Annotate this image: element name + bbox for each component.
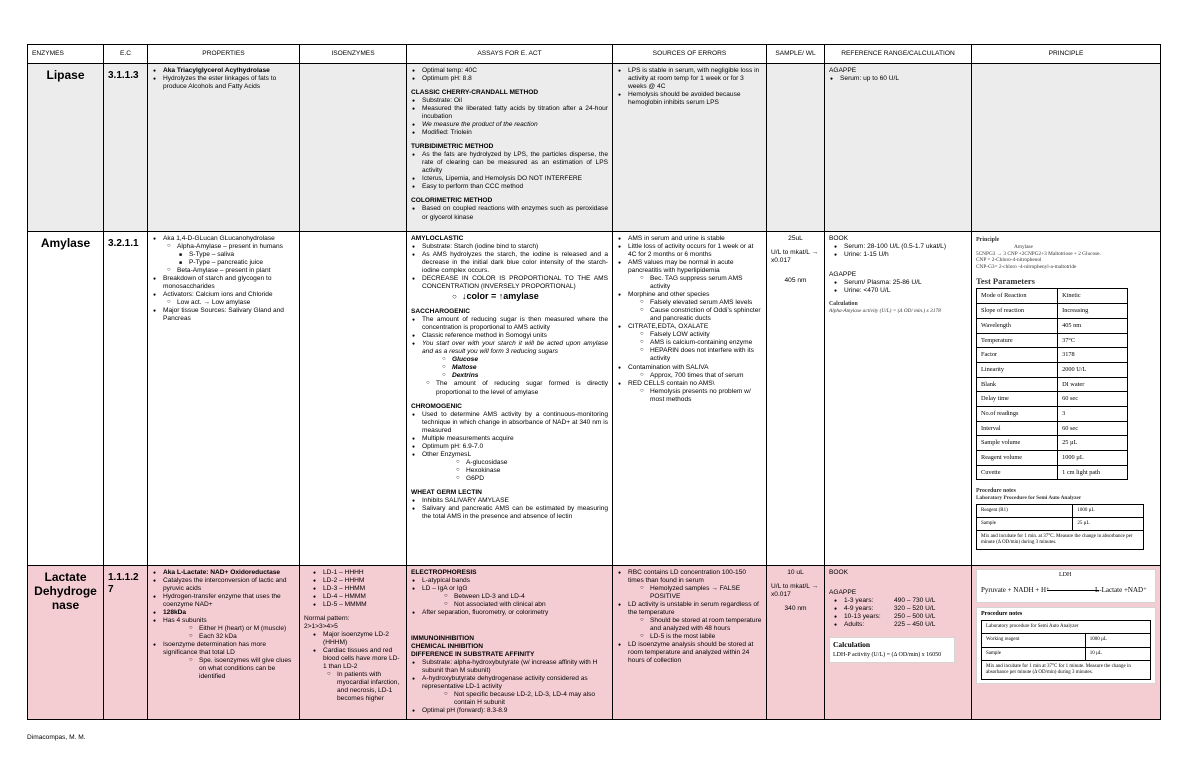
amylase-error-sub: ○ Approx, 700 times that of serum [639,372,762,380]
header-properties: PROPERTIES [148,45,300,64]
amylase-principle-cell [972,232,1161,566]
amylase-assay-item: ● Optimum pH: 6.9-7.0 [411,443,608,451]
test-parameter-row [977,450,1128,465]
procedure-row [977,530,1144,549]
ld-range-value: 250 – 500 U/L [894,613,936,621]
tp-label: Delay time [977,392,1058,407]
tp-value: 3178 [1058,348,1128,363]
ld-chemical-inhibition-title: CHEMICAL INHIBITION [411,643,484,651]
amylase-property: ○ Low act. → Low amylase [166,299,295,307]
ld-reaction-right: L-Lactate +NAD⁺ [1095,586,1147,594]
footer-author: Dimacompas, M. M. [27,734,86,741]
test-parameter-row [977,421,1128,436]
tp-value: 60 sec [1058,392,1128,407]
tp-value: 1000 µL [1058,450,1128,465]
amylase-assay-item: ● Multiple measurements acquire [411,435,608,443]
procedure-value: 1000 µL [1085,634,1150,647]
amylase-error-item: ● Morphine and other species [617,291,762,299]
procedure-label: Sample [977,517,1073,530]
amylase-isoenzymes-cell [300,232,407,566]
amylase-error-sub: ○ HEPARIN does not interfere with its activity [639,347,762,363]
amylase-reference-item: ● Urine: 1-15 U/h [833,251,967,259]
ld-assay-item: ● After separation, fluorometry, or colorimetry [411,609,608,617]
ld-ec-cell [104,566,148,720]
amylase-error-item: ● RED CELLS contain no AMS\ [617,380,762,388]
tp-value: Kinetic [1058,289,1128,304]
ld-reaction-enzyme: LDH [1059,572,1072,578]
amylase-principle-enzyme: Amylase [1014,244,1033,251]
amylase-reference-cell [825,232,972,566]
reaction-arrow-icon [1047,590,1099,591]
header-reference-range: REFERENCE RANGE/CALCULATION [825,45,972,64]
tp-label: Mode of Reaction [977,289,1058,304]
lipase-name: Lipase [46,68,85,82]
amylase-procedure-subtitle: Laboratory Procedure for Semi Auto Analyzer [976,495,1082,502]
ld-name-line: nase [51,597,80,612]
amylase-property: ● Activators: Calcium ions and Chloride [152,291,295,299]
ld-name [32,571,99,612]
ld-reference-range [833,621,967,629]
table-row-amylase [28,232,1161,566]
amylase-principle-reaction: 5CNPG3 → 3 CNP +2CNPG2+3 Maltotriose + 2 Glucose. [976,250,1101,257]
procedure-row [982,634,1151,647]
amylase-calc-formula: Alpha-Amylase activity (U/L) = (Δ OD/ min.) x 3178 [829,308,941,315]
tp-label: Temperature [977,333,1058,348]
amylase-reference-item: ● Serum/ Plasma: 25-86 U/L [833,279,967,287]
ld-reference-cell [825,566,972,720]
amylase-assay-item: ● Classic reference method in Somogyi units [411,332,608,340]
amylase-other-enzyme: ○ A-glucosidase [455,459,608,467]
tp-value: 60 sec [1058,421,1128,436]
procedure-row [977,504,1144,517]
lipase-turbid-title: TURBIDIMETRIC METHOD [411,143,494,151]
procedure-note: Mix and incubate for 1 min. at 37°C. Measure the change in absorbance per minute (Δ OD/min) during 3 minutes. [977,530,1144,549]
lipase-classic-title: CLASSIC CHERRY-CRANDALL METHOD [411,89,539,97]
table-row-lipase [28,64,1161,232]
header-sources-of-errors: SOURCES OF ERRORS [613,45,767,64]
ld-error-sub: ○ Should be stored at room temperature and analyzed with 48 hours [639,617,762,633]
amylase-property: ● Aka 1,4-D-GLucan GLucanohydrolase [152,235,295,243]
header-ec: E.C [104,45,148,64]
ld-property: ● 128kDa [152,609,295,617]
amylase-sugar: ○ Glucose [441,356,608,364]
test-parameter-row [977,465,1128,480]
tp-value: 3 [1058,406,1128,421]
tp-value: 25 µL [1058,436,1128,451]
procedure-label: Working reagent [982,634,1086,647]
amylase-assay-item: ● You start over with your starch it will be acted upon amylase and as a result you will form 3 reducing sugars [411,340,608,356]
amylase-ec-cell [104,232,148,566]
lipase-assay-item: ● Measured the liberated fatty acids by titration after a 24-hour incubation [411,105,608,121]
ld-ec [108,572,143,595]
test-parameter-row [977,304,1128,319]
amylase-property: ● Breakdown of starch and glycogen to monosaccharides [152,275,295,291]
lipase-assays-cell [407,64,613,232]
procedure-subtitle: Laboratory procedure for Semi Auto Analyzer [982,621,1151,634]
tp-label: Linearity [977,362,1058,377]
ld-calc-title: Calculation [833,640,871,650]
ld-range-value: 320 – 520 U/L [894,605,936,613]
ld-wavelength: 340 nm [784,605,807,613]
amylase-other-enzyme: ○ G6PD [455,475,608,483]
amylase-error-sub: ○ Bec. TAG suppress serum AMS activity [639,275,762,291]
amylase-test-parameters-title: Test Parameters [976,276,1035,287]
test-parameter-row [977,406,1128,421]
amylase-principle-title: Principle [976,237,1000,243]
tp-label: Wavelength [977,318,1058,333]
procedure-value: 10 µL [1085,647,1150,660]
header-isoenzymes: ISOENZYMES [300,45,407,64]
amylase-sample-amount: 25uL [788,235,803,242]
amylase-error-sub: ○ Cause constriction of Oddi’s sphincter and pancreatic ducts [639,307,762,323]
lipase-properties-cell [148,64,300,232]
amylase-property: ■ S-Type – saliva [178,251,295,259]
ld-assay-item: ● A-hydroxybutyrate dehydrogenase activity considered as representative LD-1 activity [411,675,608,691]
ld-isoenzyme: ● LD-3 – HHMM [312,585,402,593]
amylase-procedure-table [976,504,1144,550]
ld-ec-line: 7 [108,583,114,595]
tp-value: 2000 U/L [1058,362,1128,377]
amylase-reference-item: ● Urine: <470 U/L [833,287,967,295]
procedure-row [982,621,1151,634]
ld-properties-cell [148,566,300,720]
lipase-assay-item: ● Easy to perform than CCC method [411,183,608,191]
lipase-assay-item: ● Icterus, Lipemia, and Hemolysis DO NOT INTERFERE [411,175,608,183]
ld-assay-item: ● LD – IgA or IgG [411,585,608,593]
test-parameter-row [977,436,1128,451]
ld-name-line: Dehydroge [34,583,97,598]
lipase-assay-item: ● Optimal temp: 40C [411,67,608,75]
ld-assay-sub: ○ Not associated with clinical abn [443,601,608,609]
ld-errors-cell [613,566,767,720]
amylase-errors-cell [613,232,767,566]
amylase-assay-item: ● The amount of reducing sugar is then measured where the concentration is proportional to AMS activity [411,316,608,332]
lipase-property: ● Aka Triacylglycerol Acylhydrolase [152,67,295,75]
procedure-value: 1000 µL [1073,504,1144,517]
tp-value: Increasing [1058,304,1128,319]
ld-property: ● Isoenzyme determination has more significance that total LD [152,641,295,657]
amylase-agappe-label: AGAPPE [829,271,857,279]
ld-procedure-title: Procedure notes [981,611,1023,617]
ld-property: ● Aka L-Lactate: NAD+ Oxidoreductase [152,569,295,577]
amylase-assay-item: ● DECREASE IN COLOR IS PROPORTIONAL TO THE AMS CONCENTRATION (INVERSELY PROPORTIONAL) [411,275,608,291]
lipase-ec: 3.1.1.3 [108,70,139,81]
lipase-ec-cell [104,64,148,232]
amylase-error-item: ● CITRATE,EDTA, OXALATE [617,323,762,331]
amylase-properties-cell [148,232,300,566]
lipase-reference-cell [825,64,972,232]
ld-range-age: 10-13 years: [844,613,881,621]
amylase-name: Amylase [40,236,91,250]
ld-error-item: ● LD isoenzyme analysis should be stored at room temperature and analyzed within 24 hours of collection [617,641,762,665]
header-assays: ASSAYS FOR E. ACT [407,45,613,64]
ld-sample-amount: 10 uL [787,569,804,576]
tp-value: DI water [1058,377,1128,392]
amylase-error-item: ● AMS values may be normal in acute pancreatitis with hyperlipidemia [617,259,762,275]
ld-isoenzyme-note: ● Major isoenzyme LD-2 (HHHM) [312,631,402,647]
ld-book-label: BOOK [829,569,849,576]
tp-label: Sample volume [977,436,1058,451]
ld-calc-formula: LDH-P activity (U/L) = (Δ OD/min) x 16050 [833,652,942,659]
amylase-unit-conversion: U/L to mkat/L → x0.017 [771,249,819,265]
ld-property: ● Catalyzes the interconversion of lactic and pyruvic acids [152,577,295,593]
ld-substrate-affinity-title: DIFFERENCE IN SUBSTRATE AFFINITY [411,651,535,659]
ld-range-value: 225 – 450 U/L [894,621,936,629]
amylase-principle-cnpg3: CNP-G3= 2-chloro -4-nitrophenyl-a-maltotride [976,263,1077,270]
ld-isoenzyme: ● LD-5 – MMMM [312,601,402,609]
lipase-colorimetric-title: COLORIMETRIC METHOD [411,197,493,205]
ld-agappe-label: AGAPPE [829,589,857,597]
ld-principle-cell [972,566,1161,720]
test-parameter-row [977,392,1128,407]
ld-property: ● Hydrogen-transfer enzyme that uses the coenzyme NAD+ [152,593,295,609]
amylase-error-sub: ○ Falsely LOW activity [639,331,762,339]
lipase-property: ● Hydrolyzes the ester linkages of fats to produce Alcohols and Fatty Acids [152,75,295,91]
ld-pattern-label: Normal pattern: [304,615,350,623]
ld-unit-conversion: U/L to mkat/L → x0.017 [771,583,819,599]
amylase-amyloclastic-title: AMYLOCLASTIC [411,235,464,242]
ld-range-age: 4-9 years: [844,605,874,613]
procedure-row [982,660,1151,679]
ld-name-cell [28,566,104,720]
amylase-property: ■ P-Type – pancreatic juice [178,259,295,267]
amylase-error-item: ● Contamination with SALIVA [617,364,762,372]
amylase-assay-item: ● As AMS hydrolyzes the starch, the iodine is released and a decrease in the initial dark blue color intensity of the starch-iodine complex occurs. [411,251,608,275]
header-principle: PRINCIPLE [972,45,1161,64]
tp-value: 405 nm [1058,318,1128,333]
header-enzymes: ENZYMES [28,45,104,64]
amylase-principle-cnp: CNP = 2-Chloro-4-nitrophenol [976,257,1042,264]
lipase-errors-cell [613,64,767,232]
amylase-principle-image [976,237,1156,550]
ld-electrophoresis-title: ELECTROPHORESIS [411,569,477,576]
amylase-chromogenic-title: CHROMOGENIC [411,402,462,410]
ld-reaction-image [976,569,1156,603]
amylase-sugar: ○ Maltose [441,364,608,372]
procedure-label: Reagent (R1) [977,504,1073,517]
amylase-other-enzyme: ○ Hexokinase [455,467,608,475]
amylase-name-cell [28,232,104,566]
ld-isoenzymes-cell [300,566,407,720]
procedure-row [977,517,1144,530]
amylase-sugar: ○ Dextrins [441,372,608,380]
lipase-assay-item: ● Modified: Triolein [411,129,608,137]
amylase-assay-item: ● Used to determine AMS activity by a continuous-monitoring technique in which change in absorbance of NAD+ at 340 nm is measured [411,411,608,435]
lipase-sample-cell [767,64,825,232]
ld-property-sub: ○ Each 32 kDa [188,633,295,641]
ld-assays-cell [407,566,613,720]
ld-procedure-image [976,607,1156,684]
amylase-color-rule: ○ ↓color = ↑amylase [451,291,608,302]
enzyme-table [27,44,1161,720]
lipase-assay-item: ● Substrate: Oil [411,97,608,105]
lipase-error-item: ● LPS is stable in serum, with negligible loss in activity at room temp for 1 week or for 3 weeks @ 4C [617,67,762,91]
ld-error-sub: ○ LD-5 is the most labile [639,633,762,641]
tp-label: Factor [977,348,1058,363]
test-parameter-row [977,348,1128,363]
amylase-property: ○ Beta-Amylase – present in plant [166,267,295,275]
lipase-assay-item: ● Based on coupled reactions with enzymes such as peroxidase or glycerol kinase [411,205,608,221]
ld-property-sub: ○ Spe. isoenzymes will give clues on what conditions can be identified [188,657,295,681]
lipase-isoenzymes-cell [300,64,407,232]
amylase-assay-item: ● Inhibits SALIVARY AMYLASE [411,497,608,505]
amylase-error-sub: ○ Falsely elevated serum AMS levels [639,299,762,307]
amylase-property: ● Major tissue Sources: Salivary Gland and Pancreas [152,307,295,323]
amylase-error-sub: ○ AMS is calcium-containing enzyme [639,339,762,347]
tp-label: Interval [977,421,1058,436]
ld-range-age: 1-3 years: [844,597,874,605]
tp-label: Slope of reaction [977,304,1058,319]
amylase-procedure-title: Procedure notes [976,488,1016,495]
lipase-error-item: ● Hemolysis should be avoided because hemoglobin inhibits serum LPS [617,91,762,107]
ld-isoenzyme-note: ○ In patients with myocardial infarction, and necrosis, LD-1 becomes higher [326,671,402,703]
ld-assay-item: ● Optimal pH (forward): 8.3-8.9 [411,707,608,715]
lipase-assay-item: ● Optimum pH: 8.8 [411,75,608,83]
test-parameter-row [977,362,1128,377]
ld-property-sub: ○ Either H (heart) or M (muscle) [188,625,295,633]
test-parameter-row [977,289,1128,304]
header-sample-wl: SAMPLE/ WL [767,45,825,64]
amylase-sample-cell [767,232,825,566]
amylase-property: ○ Alpha-Amylase – present in humans [166,243,295,251]
ld-ec-line: 1.1.1.2 [108,572,139,583]
ld-name-line: Lactate [44,570,87,584]
ld-range-age: Adults: [844,621,865,629]
test-parameter-row [977,318,1128,333]
tp-label: Cuvette [977,465,1058,480]
ld-reference-range [833,597,967,605]
amylase-saccharogenic-title: SACCHAROGENIC [411,308,470,316]
ld-assay-item: ● Substrate: alpha-hydroxybutyrate (w/ increase affinity with H subunit than M subunit) [411,659,608,675]
lipase-principle-cell [972,64,1161,232]
header-row [28,45,1161,64]
amylase-error-item: ● Little loss of activity occurs for 1 week or at 4C for 2 months or 6 months [617,243,762,259]
ld-assay-sub: ○ Not specific because LD-2, LD-3, LD-4 may also contain H subunit [443,691,608,707]
ld-range-value: 490 – 730 U/L [894,597,936,605]
ld-reaction-left: Pyruvate + NADH + H⁺ [981,586,1050,594]
ld-error-item: ● RBC contains LD concentration 100-150 times than found in serum [617,569,762,585]
amylase-assay-item: ○ The amount of reducing sugar formed is directly proportional to the level of amylase [425,380,608,396]
ld-immunoinhibition-title: IMMUNOINHIBITION [411,635,475,643]
ld-reference-range [833,605,967,613]
amylase-error-sub: ○ Hemolysis presents no problem w/ most methods [639,388,762,404]
procedure-note: Mix and incubate for 1 min at 37°C for 1 minute. Measure the change in absorbance per minute (Δ OD/min) during 3 minutes. [982,660,1151,679]
test-parameter-row [977,377,1128,392]
lipase-reference-label: AGAPPE [829,67,857,74]
procedure-value: 25 µL [1073,517,1144,530]
ld-reference-range [833,613,967,621]
ld-sample-cell [767,566,825,720]
amylase-wavelength: 405 nm [784,277,807,285]
procedure-row [982,647,1151,660]
tp-label: Reagent volume [977,450,1058,465]
lipase-name-cell [28,64,104,232]
table-row-lactate-dehydrogenase [28,566,1161,720]
ld-assay-sub: ○ Between LD-3 and LD-4 [443,593,608,601]
amylase-assay-item: ● Substrate: Starch (iodine bind to starch) [411,243,608,251]
ld-error-item: ● LD activity is unstable in serum regardless of the temperature [617,601,762,617]
tp-value: 1 cm light path [1058,465,1128,480]
ld-calculation-image [829,637,955,662]
amylase-assay-item: ● Salivary and pancreatic AMS can be estimated by measuring the total AMS in the presence and absence of lectin [411,505,608,521]
amylase-calc-title: Calculation [829,301,858,308]
procedure-label: Sample [982,647,1086,660]
amylase-error-item: ● AMS in serum and urine is stable [617,235,762,243]
ld-pattern: 2>1>3>4>5 [304,623,338,631]
ld-isoenzyme: ● LD-2 – HHHM [312,577,402,585]
ld-assay-item: ● L-atypical bands [411,577,608,585]
amylase-reference-item: ● Serum: 28-100 U/L (0.5-1.7 ukat/L) [833,243,967,251]
ld-isoenzyme: ● LD-1 – HHHH [312,569,402,577]
ld-error-sub: ○ Hemolyzed samples → FALSE POSITIVE [639,585,762,601]
ld-procedure-table [981,620,1151,679]
tp-label: Blank [977,377,1058,392]
ld-property: ● Has 4 subunits [152,617,295,625]
ld-isoenzyme-note: ● Cardiac tissues and red blood cells have more LD-1 than LD-2 [312,647,402,671]
ld-isoenzyme: ● LD-4 – HMMM [312,593,402,601]
amylase-assay-item: ● Other EnzymesL [411,451,608,459]
lipase-assay-item: ● We measure the product of the reaction [411,121,608,129]
tp-label: No.of readings [977,406,1058,421]
amylase-book-label: BOOK [829,235,849,242]
amylase-assays-cell [407,232,613,566]
lipase-assay-item: ● As the fats are hydrolyzed by LPS, the particles disperse, the rate of clearing can be measured as an estimation of LPS activity [411,151,608,175]
tp-value: 37°C [1058,333,1128,348]
amylase-test-parameters-table [976,288,1128,480]
lipase-reference-item: ● Serum: up to 60 U/L [829,75,967,83]
amylase-wheat-title: WHEAT GERM LECTIN [411,488,482,496]
amylase-ec: 3.2.1.1 [108,238,139,249]
test-parameter-row [977,333,1128,348]
